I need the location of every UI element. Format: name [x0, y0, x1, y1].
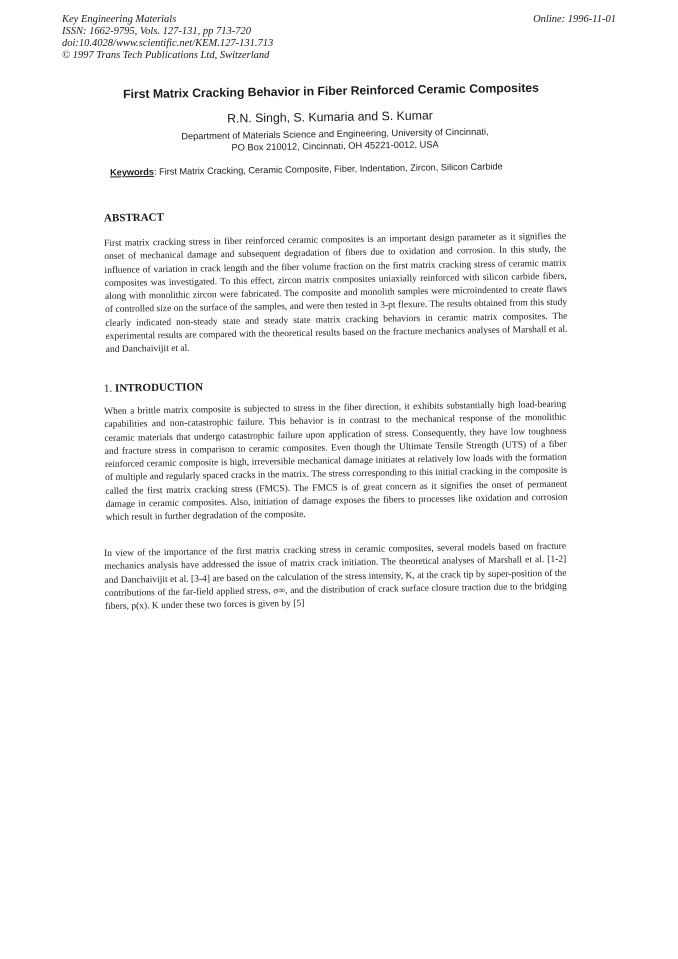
affiliation-line-2: PO Box 210012, Cincinnati, OH 45221-0012, USA — [231, 139, 439, 153]
copyright-line: © 1997 Trans Tech Publications Ltd, Switzerland — [62, 50, 270, 61]
journal-metadata — [62, 14, 273, 62]
abstract-heading: ABSTRACT — [103, 211, 164, 225]
affiliation-line-1: Department of Materials Science and Engineering, University of Cincinnati, — [181, 126, 489, 142]
keywords — [110, 160, 560, 177]
paper-title: First Matrix Cracking Behavior in Fiber Reinforced Ceramic Composites — [122, 80, 540, 102]
doi-line: doi:10.4028/www.scientific.net/KEM.127-131.713 — [62, 38, 274, 49]
abstract-text: First matrix cracking stress in fiber reinforced ceramic composites is an important design parameter as it signifies the onset of mechanical damage and subsequent degradation of fibers due to oxidation and corrosion. In this study, the influence of variation in crack length and the fiber volume fraction on the first matrix cracking stress of ceramic matrix composites was investigated. To this effect, zircon matrix composites uniaxially reinforced with silicon carbide fibers, along with monolithic zircon were fabricated. The composite and monolith samples were microindented to create flaws of controlled size on the surface of the samples, and were then tested in 3-pt flexure. The results obtained from this study clearly indicated non-steady state and steady state matrix cracking behaviors in ceramic matrix composites. The experimental results are compared with the theoretical results based on the fracture mechanics analyses of Marshall et al. and Danchaivijit et al. — [104, 231, 568, 356]
keywords-list: : First Matrix Cracking, Ceramic Composite, Fiber, Indentation, Zircon, Silicon Carbide — [153, 161, 503, 177]
introduction-paragraph-2: In view of the importance of the first matrix cracking stress in ceramic composites, several models based on fracture mechanics analysis have addressed the issue of matrix crack initiation. The theoretical analyses of Marshall et al. [1-2] and Danchaivijit et al. [3-4] are based on the calculation of the stress intensity, K, at the crack tip by super-position of the contributions of the far-field applied stress, σ∞, and the distribution of crack surface closure traction due to the bridging fibers, p(x). K under these two forces is given by [5] — [104, 541, 567, 613]
introduction-paragraph-1: When a brittle matrix composite is subjected to stress in the fiber direction, it exhibits substantially high load-bearing capabilities and non-catastrophic failure. This behavior is in contrast to the mechanical response of the monolithic ceramic materials that undergo catastrophic failure upon application of stress. Consequently, they have low toughness and fracture stress in comparison to ceramic composites. Even though the Ultimate Tensile Strength (UTS) of a fiber reinforced ceramic composite is high, irreversible mechanical damage initiates at relatively low loads with the formation of multiple and regularly spaced cracks in the matrix. The stress corresponding to this initial cracking in the composite is called the first matrix cracking stress (FMCS). The FMCS is of great concern as it signifies the onset of permanent damage in ceramic composites. Also, initiation of damage exposes the fibers to processes like oxidation and corrosion which result in further degradation of the composite. — [104, 399, 568, 524]
introduction-heading — [104, 381, 203, 395]
section-title: INTRODUCTION — [114, 381, 204, 395]
journal-name: Key Engineering Materials — [62, 14, 177, 25]
section-number: 1. — [103, 382, 113, 395]
online-date: Online: 1996-11-01 — [533, 14, 616, 25]
keywords-label: Keywords — [109, 166, 155, 178]
paper-authors: R.N. Singh, S. Kumaria and S. Kumar — [227, 108, 433, 126]
affiliation — [150, 125, 520, 155]
issn-line: ISSN: 1662-9795, Vols. 127-131, pp 713-720 — [62, 26, 251, 37]
